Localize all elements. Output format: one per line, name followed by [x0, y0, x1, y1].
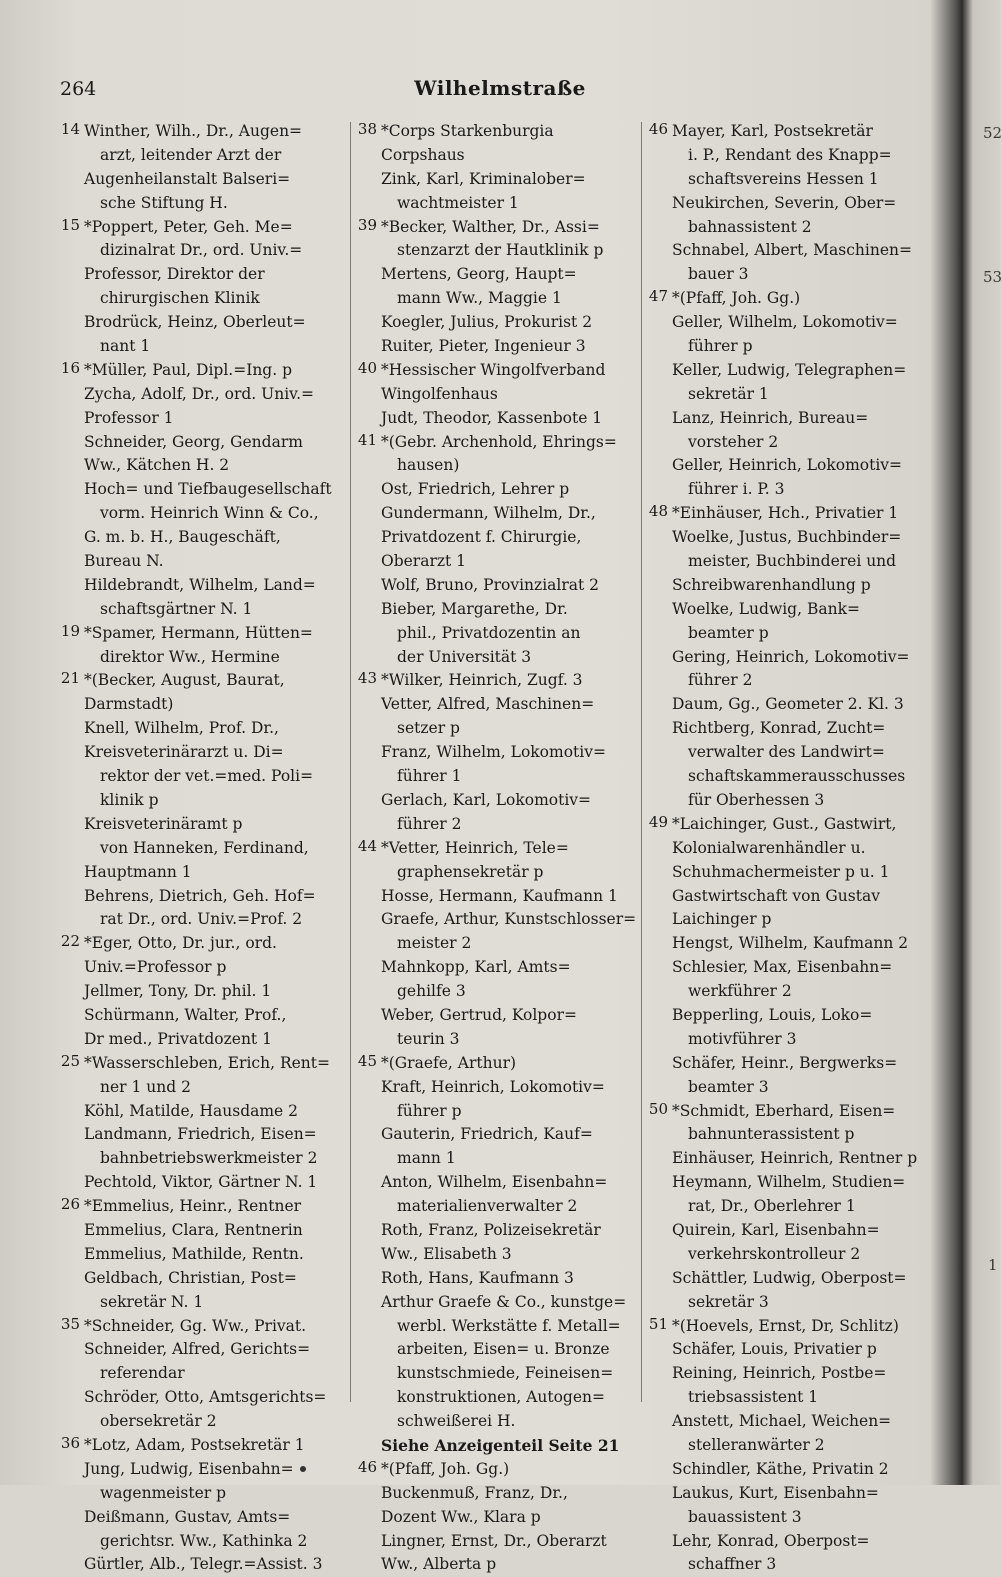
resident-line: *(Graefe, Arthur) [381, 1053, 517, 1072]
resident-line: stenzarzt der Hautklinik p [397, 241, 604, 260]
resident-line: materialienverwalter 2 [397, 1197, 578, 1216]
house-entry [56, 622, 341, 670]
resident-line: der Universität 3 [397, 647, 532, 666]
resident-line: G. m. b. H., Baugeschäft, [84, 528, 281, 547]
resident-line: wagenmeister p [100, 1483, 227, 1502]
resident-line: ner 1 und 2 [100, 1077, 191, 1096]
resident-line: direktor Ww., Hermine [100, 647, 280, 666]
column-divider [641, 122, 642, 1402]
resident-line: Koegler, Julius, Prokurist 2 [381, 313, 593, 332]
house-number: 46 [357, 1457, 377, 1476]
resident-line: Hildebrandt, Wilhelm, Land= [84, 575, 316, 594]
house-number: 40 [357, 358, 377, 377]
resident-line: Daum, Gg., Geometer 2. Kl. 3 [672, 695, 904, 714]
resident-line: Geller, Heinrich, Lokomotiv= [672, 456, 903, 475]
resident-line: Dozent Ww., Klara p [381, 1507, 541, 1526]
resident-line: nant 1 [100, 337, 151, 356]
next-page-fragment: 53 [983, 268, 1002, 286]
resident-line: Woelke, Ludwig, Bank= [672, 599, 860, 618]
resident-line: Hengst, Wilhelm, Kaufmann 2 [672, 934, 909, 953]
resident-line: Schürmann, Walter, Prof., [84, 1005, 287, 1024]
resident-line: Franz, Wilhelm, Lokomotiv= [381, 743, 606, 762]
house-number: 22 [60, 932, 80, 951]
resident-line: phil., Privatdozentin an [397, 623, 581, 642]
resident-line: Jung, Ludwig, Eisenbahn= [84, 1459, 294, 1478]
resident-line: *Becker, Walther, Dr., Assi= [381, 217, 600, 236]
house-entry [644, 1315, 929, 1577]
column-right [644, 120, 929, 1577]
resident-line: von Hanneken, Ferdinand, [100, 838, 309, 857]
resident-line: führer 2 [688, 671, 753, 690]
resident-line: *(Becker, August, Baurat, [84, 671, 285, 690]
resident-line: Brodrück, Heinz, Oberleut= [84, 313, 306, 332]
resident-line: Gürtler, Alb., Telegr.=Assist. 3 [84, 1555, 323, 1574]
resident-line: graphensekretär p [397, 862, 544, 881]
resident-line: *(Gebr. Archenhold, Ehrings= [381, 432, 617, 451]
house-entry [56, 216, 341, 359]
resident-line: Gering, Heinrich, Lokomotiv= [672, 647, 910, 666]
resident-line: bahnbetriebswerkmeister 2 [100, 1149, 318, 1168]
resident-line: Kraft, Heinrich, Lokomotiv= [381, 1077, 605, 1096]
house-entry [644, 287, 929, 502]
resident-line: Dr med., Privatdozent 1 [84, 1029, 272, 1048]
resident-line: rat, Dr., Oberlehrer 1 [688, 1197, 856, 1216]
resident-line: sekretär 1 [688, 384, 769, 403]
resident-line: bauassistent 3 [688, 1507, 802, 1526]
resident-line: verkehrskontrolleur 2 [688, 1244, 861, 1263]
house-number: 50 [648, 1099, 668, 1118]
house-number: 43 [357, 669, 377, 688]
resident-line: bahnassistent 2 [688, 217, 812, 236]
resident-line: beamter p [688, 623, 769, 642]
resident-line: *Schmidt, Eberhard, Eisen= [672, 1101, 896, 1120]
house-number: 15 [60, 215, 80, 234]
house-number: 38 [357, 120, 377, 138]
resident-line: Professor 1 [84, 408, 174, 427]
resident-line: Zink, Karl, Kriminalober= [381, 169, 586, 188]
resident-line: teurin 3 [397, 1029, 460, 1048]
resident-line: *Poppert, Peter, Geh. Me= [84, 217, 293, 236]
resident-line: mann Ww., Maggie 1 [397, 289, 562, 308]
resident-line: vorm. Heinrich Winn & Co., [100, 504, 319, 523]
resident-line: Bureau N. [84, 552, 164, 571]
resident-line: Köhl, Matilde, Hausdame 2 [84, 1101, 299, 1120]
resident-line: bauer 3 [688, 265, 749, 284]
resident-line: Professor, Direktor der [84, 265, 265, 284]
resident-line: Lanz, Heinrich, Bureau= [672, 408, 869, 427]
house-number: 51 [648, 1314, 668, 1333]
resident-line: Ww., Elisabeth 3 [381, 1244, 512, 1263]
house-number: 19 [60, 621, 80, 640]
resident-line: Richtberg, Konrad, Zucht= [672, 719, 886, 738]
resident-line: werkführer 2 [688, 982, 792, 1001]
resident-line: hausen) [397, 456, 460, 475]
resident-line: *Lotz, Adam, Postsekretär 1 [84, 1435, 305, 1454]
resident-line: beamter 3 [688, 1077, 769, 1096]
advert-reference: Siehe Anzeigenteil Seite 21 [381, 1435, 620, 1455]
resident-line: meister 2 [397, 934, 472, 953]
resident-line: Ww., Alberta p [381, 1555, 497, 1574]
resident-line: *Hessischer Wingolfverband [381, 360, 606, 379]
resident-line: Kreisveterinärarzt u. Di= [84, 743, 284, 762]
resident-line: Quirein, Karl, Eisenbahn= [672, 1220, 880, 1239]
resident-line: Augenheilanstalt Balseri= [84, 169, 291, 188]
resident-line: Roth, Hans, Kaufmann 3 [381, 1268, 574, 1287]
resident-line: Ruiter, Pieter, Ingenieur 3 [381, 337, 586, 356]
house-entry [56, 1315, 341, 1434]
resident-line: schaffner 3 [688, 1555, 777, 1574]
resident-line: Corpshaus [381, 145, 465, 164]
house-number: 48 [648, 502, 668, 521]
print-dot [300, 1466, 306, 1472]
resident-line: *Emmelius, Heinr., Rentner [84, 1197, 302, 1216]
house-number: 14 [60, 120, 80, 138]
resident-line: Weber, Gertrud, Kolpor= [381, 1005, 577, 1024]
house-entry [56, 1052, 341, 1195]
house-number: 26 [60, 1195, 80, 1214]
house-number: 45 [357, 1051, 377, 1070]
resident-line: gerichtsr. Ww., Kathinka 2 [100, 1531, 308, 1550]
next-page-fragment: 52 [983, 124, 1002, 142]
resident-line: Schreibwarenhandlung p [672, 575, 871, 594]
resident-line: führer 2 [397, 814, 462, 833]
resident-line: Bepperling, Louis, Loko= [672, 1005, 873, 1024]
resident-line: Schättler, Ludwig, Oberpost= [672, 1268, 907, 1287]
resident-line: Vetter, Alfred, Maschinen= [381, 695, 595, 714]
resident-line: meister, Buchbinderei und [688, 552, 897, 571]
house-entry [353, 1052, 638, 1434]
resident-line: Keller, Ludwig, Telegraphen= [672, 360, 907, 379]
resident-line: Oberarzt 1 [381, 552, 467, 571]
resident-line: Schäfer, Louis, Privatier p [672, 1340, 877, 1359]
resident-line: Schuhmachermeister p u. 1 [672, 862, 890, 881]
house-entry [56, 1195, 341, 1314]
resident-line: Pechtold, Viktor, Gärtner N. 1 [84, 1173, 318, 1192]
resident-line: rat Dr., ord. Univ.=Prof. 2 [100, 910, 303, 929]
resident-line: Anstett, Michael, Weichen= [672, 1412, 892, 1431]
resident-line: Deißmann, Gustav, Amts= [84, 1507, 291, 1526]
resident-line: Lehr, Konrad, Oberpost= [672, 1531, 870, 1550]
resident-line: schaftsvereins Hessen 1 [688, 169, 879, 188]
house-entry [644, 1100, 929, 1315]
column-divider [350, 122, 351, 1402]
house-entry [644, 120, 929, 287]
house-entry [56, 359, 341, 622]
house-entry [56, 120, 341, 216]
resident-line: rektor der vet.=med. Poli= [100, 767, 314, 786]
resident-line: Hauptmann 1 [84, 862, 192, 881]
resident-line: *Wasserschleben, Erich, Rent= [84, 1053, 330, 1072]
resident-line: Ost, Friedrich, Lehrer p [381, 480, 570, 499]
resident-line: für Oberhessen 3 [688, 790, 825, 809]
house-number: 36 [60, 1433, 80, 1452]
resident-line: setzer p [397, 719, 460, 738]
resident-line: Graefe, Arthur, Kunstschlosser= [381, 910, 637, 929]
resident-line: führer 1 [397, 767, 462, 786]
resident-line: Laichinger p [672, 910, 772, 929]
resident-line: Geller, Wilhelm, Lokomotiv= [672, 313, 898, 332]
resident-line: Woelke, Justus, Buchbinder= [672, 528, 902, 547]
resident-line: Landmann, Friedrich, Eisen= [84, 1125, 317, 1144]
resident-line: *Müller, Paul, Dipl.=Ing. p [84, 360, 293, 379]
resident-line: *Eger, Otto, Dr. jur., ord. [84, 934, 277, 953]
resident-line: schaftskammerausschusses [688, 767, 906, 786]
resident-line: *Schneider, Gg. Ww., Privat. [84, 1316, 307, 1335]
resident-line: Knell, Wilhelm, Prof. Dr., [84, 719, 279, 738]
resident-line: Mertens, Georg, Haupt= [381, 265, 577, 284]
resident-line: Bieber, Margarethe, Dr. [381, 599, 568, 618]
resident-line: Schneider, Alfred, Gerichts= [84, 1340, 311, 1359]
resident-line: *(Hoevels, Ernst, Dr, Schlitz) [672, 1316, 899, 1335]
house-entry [353, 120, 638, 216]
resident-line: motivführer 3 [688, 1029, 797, 1048]
resident-line: sche Stiftung H. [100, 193, 228, 212]
resident-line: Roth, Franz, Polizeisekretär [381, 1220, 601, 1239]
resident-line: Heymann, Wilhelm, Studien= [672, 1173, 906, 1192]
resident-line: Lingner, Ernst, Dr., Oberarzt [381, 1531, 607, 1550]
resident-line: triebsassistent 1 [688, 1388, 819, 1407]
resident-line: Emmelius, Clara, Rentnerin [84, 1220, 303, 1239]
resident-line: Behrens, Dietrich, Geh. Hof= [84, 886, 316, 905]
house-entry [353, 359, 638, 431]
resident-line: arzt, leitender Arzt der [100, 145, 282, 164]
resident-line: *Laichinger, Gust., Gastwirt, [672, 814, 897, 833]
resident-line: Hosse, Hermann, Kaufmann 1 [381, 886, 618, 905]
resident-line: Gerlach, Karl, Lokomotiv= [381, 790, 592, 809]
resident-line: chirurgischen Klinik [100, 289, 260, 308]
resident-line: Gastwirtschaft von Gustav [672, 886, 880, 905]
resident-line: verwalter des Landwirt= [688, 743, 885, 762]
resident-line: Mayer, Karl, Postsekretär [672, 122, 873, 140]
house-entry [353, 669, 638, 836]
resident-line: Winther, Wilh., Dr., Augen= [84, 122, 303, 140]
resident-line: Univ.=Professor p [84, 958, 227, 977]
resident-line: Einhäuser, Heinrich, Rentner p [672, 1149, 918, 1168]
column-middle [353, 120, 638, 1577]
next-page-fragment: 1 [988, 1256, 998, 1274]
resident-line: Gauterin, Friedrich, Kauf= [381, 1125, 593, 1144]
resident-line: sekretär 3 [688, 1292, 769, 1311]
column-left [56, 120, 341, 1577]
resident-line: stelleranwärter 2 [688, 1435, 825, 1454]
house-number: 21 [60, 669, 80, 688]
house-number: 44 [357, 836, 377, 855]
resident-line: Wolf, Bruno, Provinzialrat 2 [381, 575, 600, 594]
resident-line: vorsteher 2 [688, 432, 779, 451]
page-number: 264 [60, 78, 97, 100]
house-entry [644, 502, 929, 813]
resident-line: Darmstadt) [84, 695, 174, 714]
house-number: 49 [648, 812, 668, 831]
resident-line: Schäfer, Heinr., Bergwerks= [672, 1053, 898, 1072]
resident-line: Buckenmuß, Franz, Dr., [381, 1483, 568, 1502]
resident-line: Schnabel, Albert, Maschinen= [672, 241, 912, 260]
house-entry [353, 1458, 638, 1577]
house-entry [353, 837, 638, 1052]
resident-line: Arthur Graefe & Co., kunstge= [381, 1292, 627, 1311]
resident-line: *Spamer, Hermann, Hütten= [84, 623, 313, 642]
resident-line: *(Pfaff, Joh. Gg.) [381, 1459, 510, 1478]
resident-line: werbl. Werkstätte f. Metall= [397, 1316, 621, 1335]
resident-line: schweißerei H. [397, 1412, 516, 1431]
resident-line: Neukirchen, Severin, Ober= [672, 193, 897, 212]
resident-line: Gundermann, Wilhelm, Dr., [381, 504, 596, 523]
resident-line: *Wilker, Heinrich, Zugf. 3 [381, 671, 583, 690]
resident-line: Laukus, Kurt, Eisenbahn= [672, 1483, 879, 1502]
resident-line: *Corps Starkenburgia [381, 122, 554, 140]
resident-line: schaftsgärtner N. 1 [100, 599, 253, 618]
house-number: 47 [648, 287, 668, 306]
house-entry [56, 1434, 341, 1577]
running-head: Wilhelmstraße [414, 76, 586, 100]
resident-line: sekretär N. 1 [100, 1292, 204, 1311]
resident-line: Schröder, Otto, Amtsgerichts= [84, 1388, 327, 1407]
resident-line: mann 1 [397, 1149, 456, 1168]
resident-line: obersekretär 2 [100, 1412, 217, 1431]
house-entry [353, 431, 638, 670]
resident-line: führer p [688, 337, 753, 356]
resident-line: wachtmeister 1 [397, 193, 519, 212]
house-number: 46 [648, 120, 668, 138]
resident-line: dizinalrat Dr., ord. Univ.= [100, 241, 303, 260]
resident-line: Kreisveterinäramt p [84, 814, 243, 833]
resident-line: kunstschmiede, Feineisen= [397, 1364, 614, 1383]
resident-line: Schindler, Käthe, Privatin 2 [672, 1459, 889, 1478]
resident-line: konstruktionen, Autogen= [397, 1388, 605, 1407]
resident-line: referendar [100, 1364, 185, 1383]
resident-line: arbeiten, Eisen= u. Bronze [397, 1340, 610, 1359]
resident-line: Schlesier, Max, Eisenbahn= [672, 958, 893, 977]
house-number: 16 [60, 358, 80, 377]
resident-line: bahnunterassistent p [688, 1125, 855, 1144]
resident-line: Jellmer, Tony, Dr. phil. 1 [84, 982, 272, 1001]
resident-line: klinik p [100, 790, 159, 809]
resident-line: Judt, Theodor, Kassenbote 1 [381, 408, 603, 427]
resident-line: Kolonialwarenhändler u. [672, 838, 866, 857]
resident-line: Schneider, Georg, Gendarm [84, 432, 303, 451]
house-entry [56, 932, 341, 1051]
resident-line: Reining, Heinrich, Postbe= [672, 1364, 887, 1383]
resident-line: *(Pfaff, Joh. Gg.) [672, 289, 801, 308]
house-number: 35 [60, 1314, 80, 1333]
resident-line: führer p [397, 1101, 462, 1120]
resident-line: Wingolfenhaus [381, 384, 498, 403]
resident-line: gehilfe 3 [397, 982, 466, 1001]
resident-line: Anton, Wilhelm, Eisenbahn= [381, 1173, 608, 1192]
house-entry [56, 669, 341, 932]
house-number: 25 [60, 1051, 80, 1070]
resident-line: Emmelius, Mathilde, Rentn. [84, 1244, 304, 1263]
resident-line: Geldbach, Christian, Post= [84, 1268, 297, 1287]
resident-line: Hoch= und Tiefbaugesellschaft [84, 480, 332, 499]
resident-line: *Einhäuser, Hch., Privatier 1 [672, 504, 899, 523]
resident-line: Privatdozent f. Chirurgie, [381, 528, 582, 547]
house-entry [644, 813, 929, 1100]
house-number: 41 [357, 430, 377, 449]
house-number: 39 [357, 215, 377, 234]
resident-line: Ww., Kätchen H. 2 [84, 456, 230, 475]
resident-line: *Vetter, Heinrich, Tele= [381, 838, 569, 857]
resident-line: führer i. P. 3 [688, 480, 785, 499]
resident-line: i. P., Rendant des Knapp= [688, 145, 892, 164]
resident-line: Zycha, Adolf, Dr., ord. Univ.= [84, 384, 314, 403]
resident-line: Mahnkopp, Karl, Amts= [381, 958, 571, 977]
house-entry [353, 216, 638, 359]
house-entry [353, 1434, 638, 1458]
